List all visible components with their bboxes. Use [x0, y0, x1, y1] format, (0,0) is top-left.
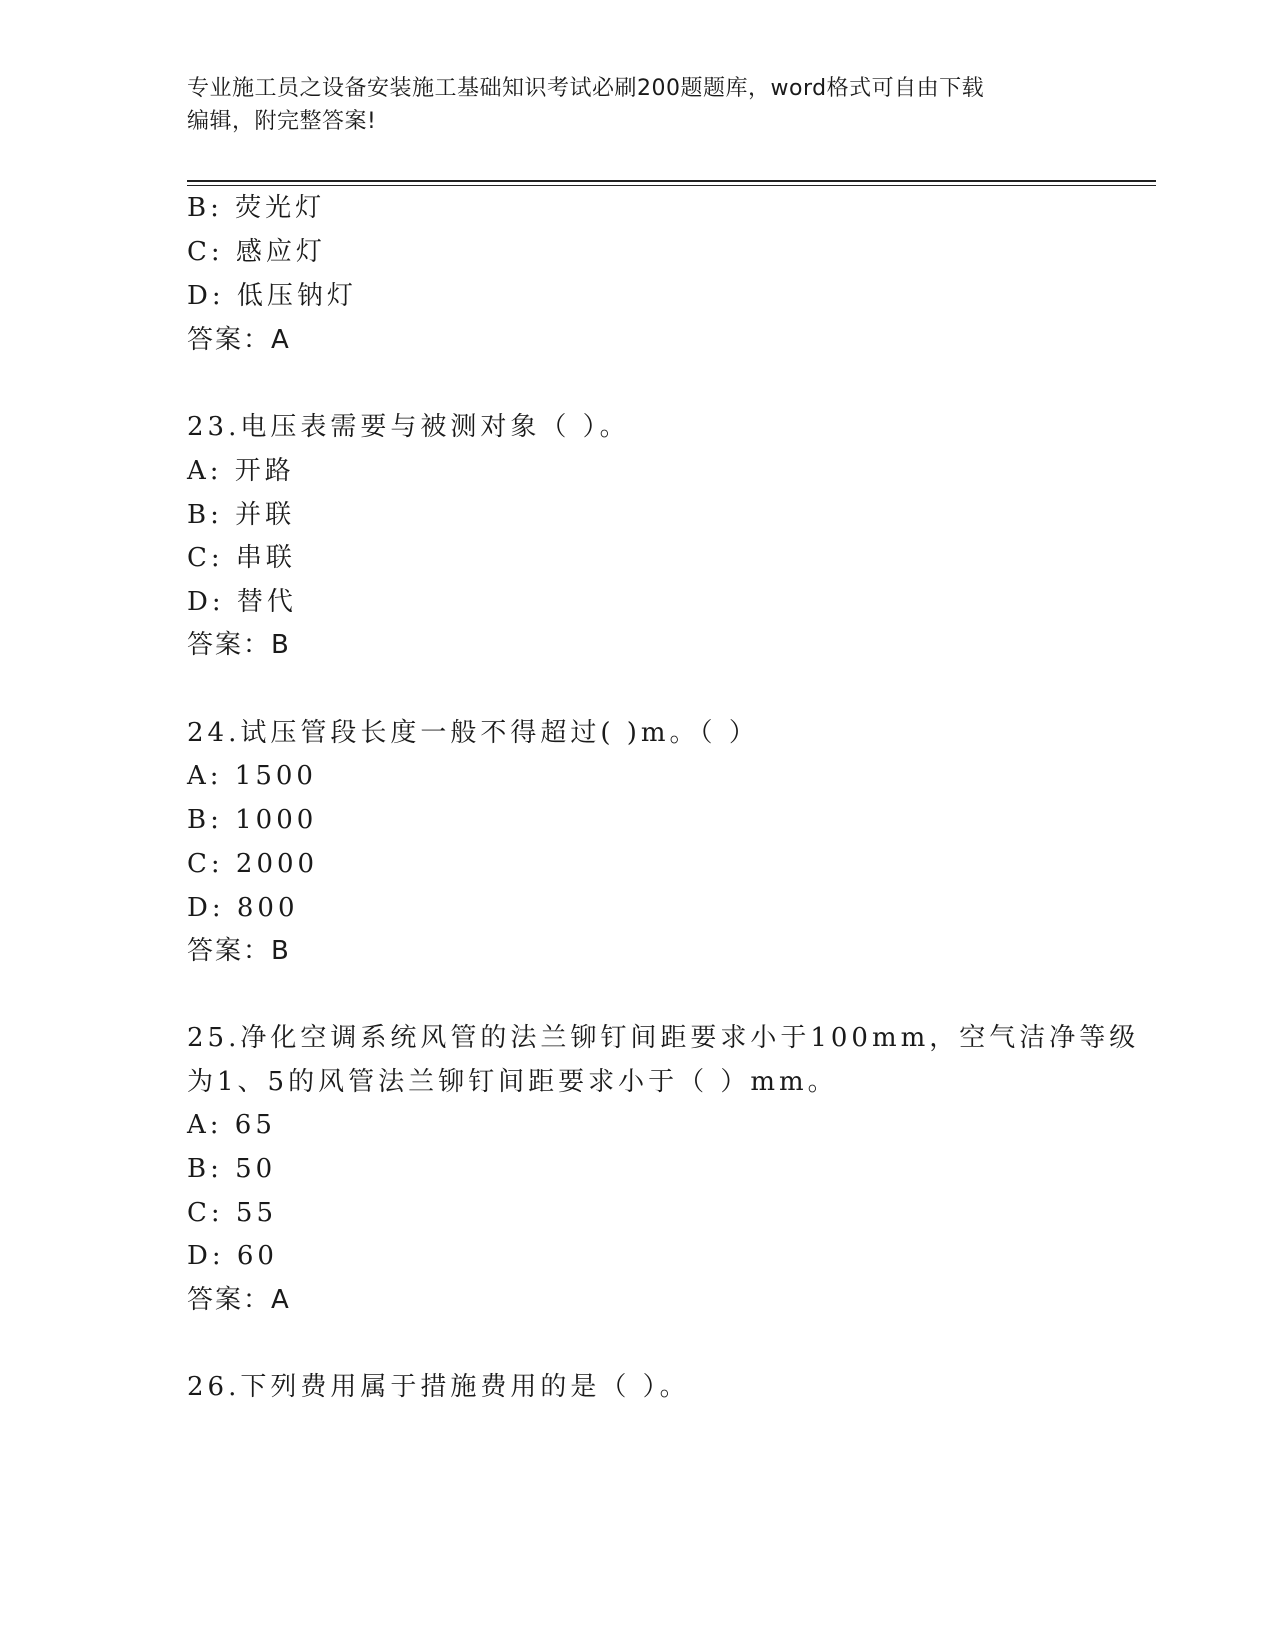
q22-option-d: D: 低压钠灯 — [187, 281, 357, 311]
header-title-line1: 专业施工员之设备安装施工基础知识考试必刷200题题库，word格式可自由下载 — [187, 76, 985, 101]
q22-option-b: B: 荧光灯 — [187, 193, 326, 223]
q23-question: 23.电压表需要与被测对象（ ）。 — [187, 412, 630, 442]
q25-question-line1: 25.净化空调系统风管的法兰铆钉间距要求小于100mm，空气洁净等级 — [187, 1023, 1140, 1053]
q25-option-d: D: 60 — [187, 1241, 278, 1271]
q24-question: 24.试压管段长度一般不得超过( )m。（ ） — [187, 718, 759, 748]
q25-option-a: A: 65 — [187, 1110, 276, 1140]
q24-option-c: C: 2000 — [187, 849, 319, 879]
q25-option-b: B: 50 — [187, 1154, 277, 1184]
q22-answer: 答案：A — [187, 325, 291, 355]
document-header — [187, 72, 1067, 138]
header-title-line2: 编辑，附完整答案! — [187, 109, 377, 134]
header-divider-top — [187, 180, 1156, 182]
q23-option-b: B: 并联 — [187, 500, 296, 530]
q25-question-line2: 为1、5的风管法兰铆钉间距要求小于（ ）mm。 — [187, 1067, 838, 1097]
q23-answer: 答案：B — [187, 630, 291, 660]
q25-option-c: C: 55 — [187, 1198, 278, 1228]
q25-answer: 答案：A — [187, 1285, 291, 1315]
q23-option-c: C: 串联 — [187, 543, 296, 573]
q24-option-a: A: 1500 — [187, 761, 317, 791]
q23-option-a: A: 开路 — [187, 456, 295, 486]
q26-question: 26.下列费用属于措施费用的是（ ）。 — [187, 1372, 690, 1402]
q24-option-b: B: 1000 — [187, 805, 318, 835]
q24-answer: 答案：B — [187, 936, 291, 966]
q22-option-c: C: 感应灯 — [187, 237, 326, 267]
q24-option-d: D: 800 — [187, 893, 299, 923]
header-divider-bottom — [187, 185, 1156, 186]
q23-option-d: D: 替代 — [187, 587, 297, 617]
